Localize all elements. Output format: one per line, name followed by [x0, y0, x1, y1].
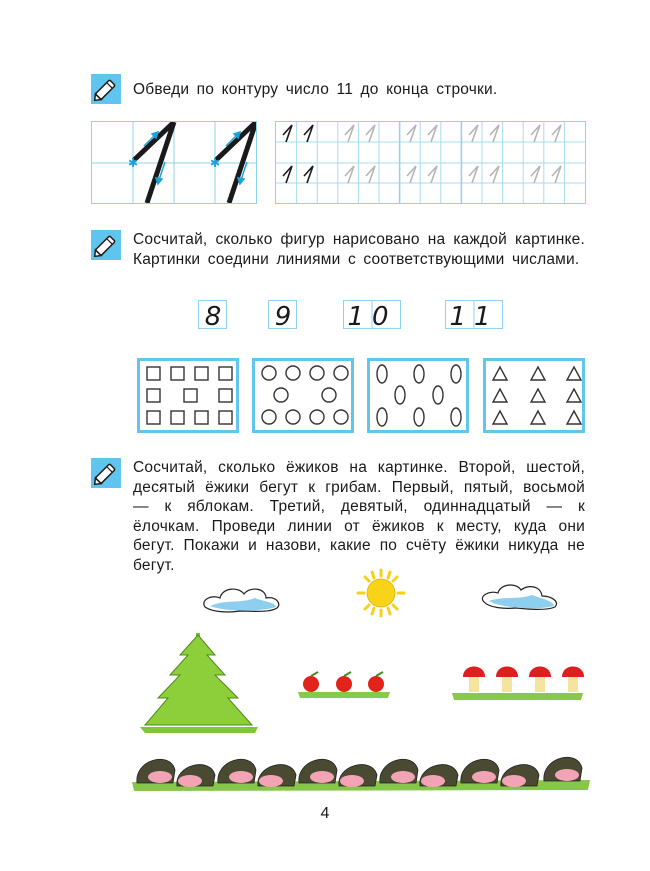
- hedgehog-7: [380, 759, 418, 783]
- shape-card-squares[interactable]: [137, 358, 239, 433]
- hedgehog-4: [258, 765, 296, 787]
- large-tracing-grid[interactable]: [91, 121, 257, 204]
- number-card-11[interactable]: [445, 300, 503, 329]
- shape-card-triangles[interactable]: [483, 358, 585, 433]
- hedgehog-8: [420, 765, 458, 787]
- pencil-icon: [91, 230, 121, 260]
- task-3-instruction: Сосчитай, сколько ёжиков на картинке. Второй, шестой, десятый ёжики бегут к грибам. Первый, пятый, восьмой — к яблокам. Третий, девятый, одиннадцатый — к ёлочкам. Проведи линии от ёжиков к месту, куда они бегут. Покажи и назови, какие по счёту ёжики никуда не бегут.: [133, 459, 585, 574]
- pencil-icon: [91, 458, 121, 488]
- apple-group: [298, 672, 390, 698]
- fir-tree-icon: [140, 633, 258, 733]
- cloud-icon: [204, 589, 279, 612]
- number-card-8[interactable]: [198, 300, 227, 329]
- hedgehog-1: [137, 759, 175, 783]
- number-card-9[interactable]: [268, 300, 297, 329]
- svg-text:9: 9: [274, 302, 292, 329]
- task-1-instruction: Обведи по контуру число 11 до конца строчки.: [133, 81, 498, 98]
- hedgehog-scene-illustration[interactable]: [0, 560, 650, 800]
- mushroom-group: [452, 667, 584, 701]
- svg-text:11: 11: [449, 302, 499, 329]
- hedgehog-3: [218, 759, 256, 783]
- page-number: 4: [320, 805, 330, 822]
- svg-text:✱: ✱: [127, 156, 139, 170]
- shape-card-ovals[interactable]: [367, 358, 469, 433]
- task-2-instruction: Сосчитай, сколько фигур нарисовано на каждой картинке. Картинки соедини линиями с соответствующими числами.: [133, 231, 585, 268]
- number-card-10[interactable]: [343, 300, 401, 329]
- hedgehog-row: [137, 757, 582, 787]
- hedgehog-6: [339, 765, 377, 787]
- pencil-icon: [91, 74, 121, 104]
- shape-card-circles[interactable]: [252, 358, 354, 433]
- svg-text:✱: ✱: [209, 156, 221, 170]
- hedgehog-2: [177, 765, 215, 787]
- hedgehog-11: [544, 757, 582, 781]
- hedgehog-9: [461, 759, 499, 783]
- hedgehog-10: [501, 765, 539, 787]
- hedgehog-5: [299, 759, 337, 783]
- svg-text:10: 10: [347, 302, 397, 329]
- sun-icon: [358, 570, 404, 616]
- cloud-icon: [482, 585, 556, 609]
- svg-text:8: 8: [204, 302, 222, 329]
- practice-tracing-grid[interactable]: [275, 121, 586, 204]
